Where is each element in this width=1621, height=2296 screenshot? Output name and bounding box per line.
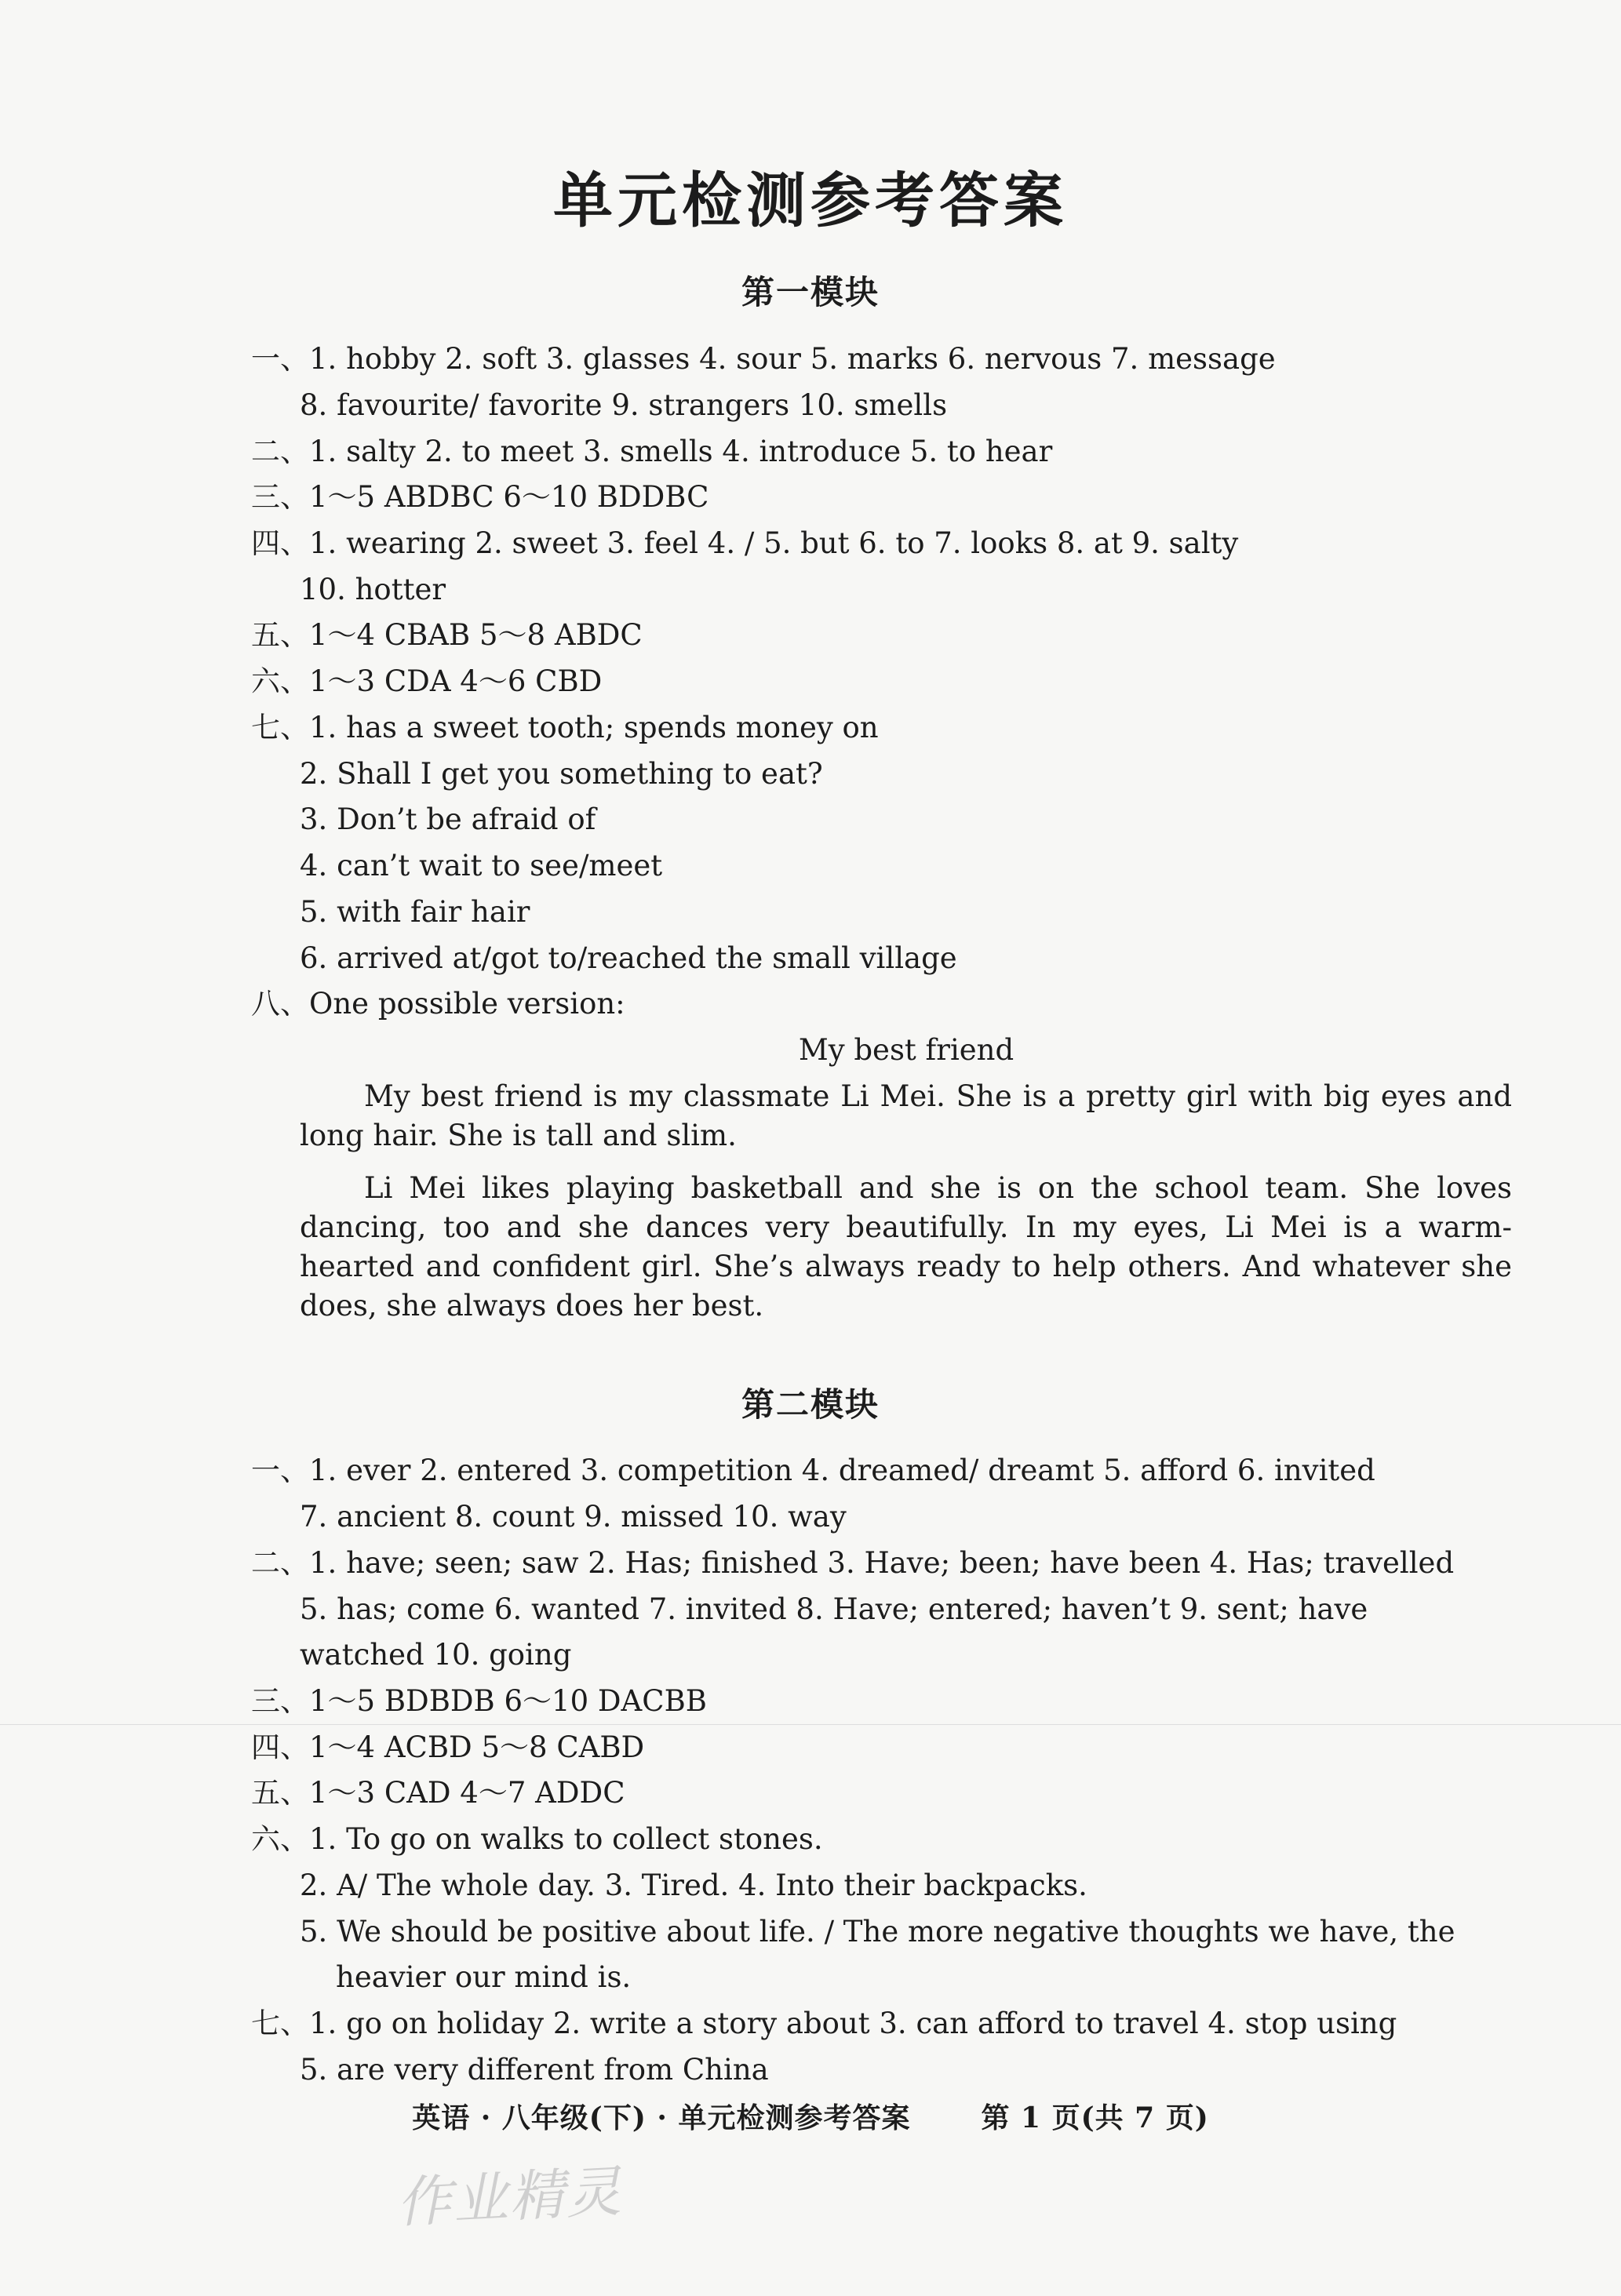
module2-heading: 第二模块 — [741, 1385, 880, 1424]
m1-line-7: 五、1～4 CBAB 5～8 ABDC — [251, 618, 643, 652]
m1-line-15: 八、One possible version: — [251, 987, 625, 1021]
m2-line-10: 2. A/ The whole day. 3. Tired. 4. Into their backpacks. — [300, 1868, 1087, 1902]
m1-line-12: 4. can’t wait to see/meet — [300, 849, 663, 882]
m1-line-8: 六、1～3 CDA 4～6 CBD — [251, 664, 603, 698]
m1-line-1: 一、1. hobby 2. soft 3. glasses 4. sour 5. marks 6. nervous 7. message — [251, 342, 1276, 376]
m1-line-5: 四、1. wearing 2. sweet 3. feel 4. / 5. but 6. to 7. looks 8. at 9. salty — [251, 526, 1239, 560]
m2-line-6: 三、1～5 BDBDB 6～10 DACBB — [251, 1684, 707, 1718]
m2-line-11: 5. We should be positive about life. / The more negative thoughts we have, the — [300, 1915, 1455, 1949]
watermark-logo: 作业精灵 — [395, 2159, 625, 2236]
m2-line-12: heavier our mind is. — [336, 1960, 632, 1994]
m2-line-8: 五、1～3 CAD 4～7 ADDC — [251, 1776, 625, 1810]
m1-line-3: 二、1. salty 2. to meet 3. smells 4. introduce 5. to hear — [251, 435, 1053, 468]
m1-line-10: 2. Shall I get you something to eat? — [300, 757, 823, 791]
m2-line-13: 七、1. go on holiday 2. write a story about 3. can afford to travel 4. stop using — [251, 2007, 1397, 2040]
page-footer — [0, 2096, 1621, 2136]
m1-line-9: 七、1. has a sweet tooth; spends money on — [251, 711, 879, 744]
module1-heading: 第一模块 — [741, 273, 880, 311]
m2-line-5: watched 10. going — [300, 1638, 572, 1672]
footer-page-number: 第 1 页(共 7 页) — [981, 2101, 1209, 2134]
m2-line-2: 7. ancient 8. count 9. missed 10. way — [300, 1500, 847, 1534]
m2-line-3: 二、1. have; seen; saw 2. Has; finished 3. Have; been; have been 4. Has; travelled — [251, 1546, 1455, 1580]
m2-line-9: 六、1. To go on walks to collect stones. — [251, 1822, 823, 1856]
m2-line-7: 四、1～4 ACBD 5～8 CABD — [251, 1730, 645, 1764]
m1-line-14: 6. arrived at/got to/reached the small village — [300, 941, 957, 975]
m2-line-4: 5. has; come 6. wanted 7. invited 8. Have; entered; haven’t 9. sent; have — [300, 1592, 1368, 1626]
m2-line-14: 5. are very different from China — [300, 2053, 769, 2087]
m1-line-13: 5. with fair hair — [300, 895, 530, 929]
m1-line-6: 10. hotter — [300, 573, 446, 606]
m2-line-1: 一、1. ever 2. entered 3. competition 4. dreamed/ dreamt 5. afford 6. invited — [251, 1454, 1375, 1487]
scan-fold-line — [0, 1724, 1621, 1725]
footer-book-title: 英语 · 八年级(下) · 单元检测参考答案 — [412, 2101, 911, 2134]
essay-paragraph-1: My best friend is my classmate Li Mei. She is a pretty girl with big eyes and long hair. She is tall and slim. — [300, 1079, 1512, 1152]
essay-title: My best friend — [798, 1033, 1014, 1067]
m1-line-4: 三、1～5 ABDBC 6～10 BDDBC — [251, 480, 709, 514]
essay-paragraph-2: Li Mei likes playing basketball and she is on the school team. She loves dancing, too and she dances very beautifully. In my eyes, Li Mei is a warm-hearted and confident girl. She’s always ready to help others. And whatever she does, she always does her best. — [300, 1171, 1512, 1323]
m1-line-2: 8. favourite/ favorite 9. strangers 10. smells — [300, 388, 948, 422]
page-title: 单元检测参考答案 — [553, 166, 1068, 235]
m1-line-11: 3. Don’t be afraid of — [300, 802, 596, 836]
